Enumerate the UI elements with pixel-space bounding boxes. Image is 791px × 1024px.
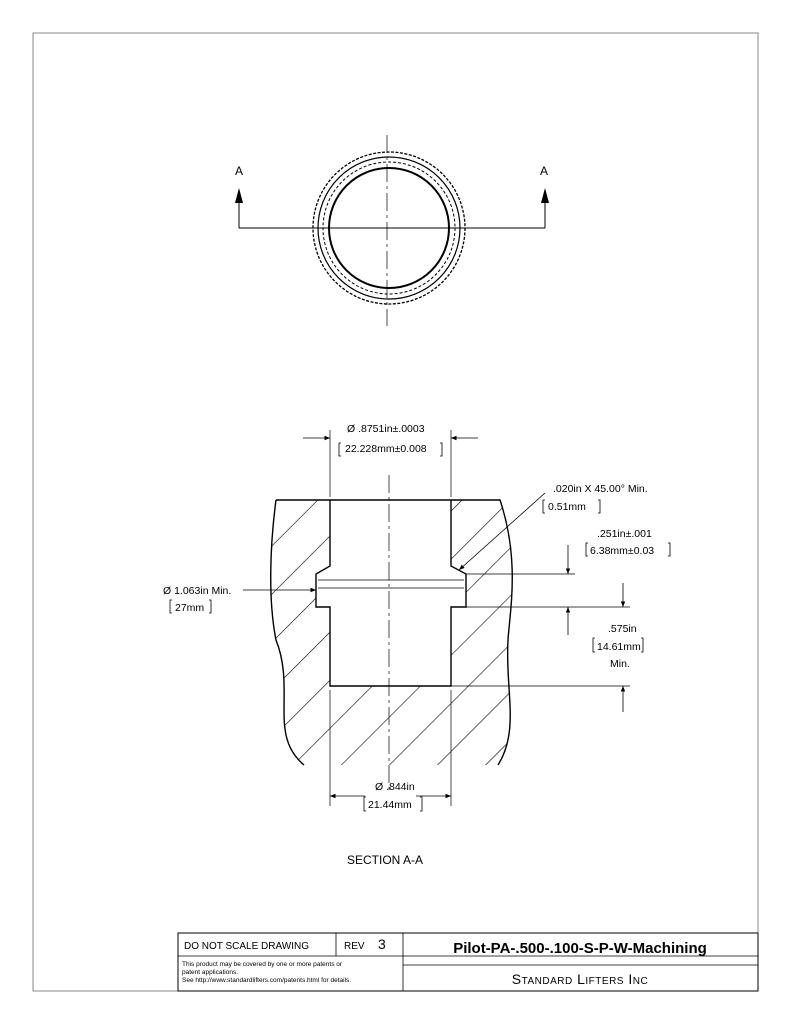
top-view	[235, 135, 549, 326]
section-view	[163, 423, 670, 867]
bottom-bore-dim-mm: 21.44mm	[368, 799, 412, 811]
patent-note-line1: This product may be covered by one or more patents or	[182, 961, 343, 968]
groove-dia-dim-in: Ø 1.063in Min.	[163, 585, 232, 597]
chamfer-dim-in: .020in X 45.00° Min.	[553, 483, 648, 495]
top-bore-dim-in: Ø .8751in±.0003	[347, 423, 425, 435]
section-arrow-left-head	[235, 188, 243, 203]
chamfer-dim-mm: 0.51mm	[548, 501, 586, 513]
groove-width-dim-mm: 6.38mm±0.03	[590, 545, 655, 557]
title-block	[178, 933, 758, 991]
groove-dia-dim-mm: 27mm	[175, 602, 205, 614]
section-arrow-right-head	[541, 188, 549, 203]
part-number: Pilot-PA-.500-.100-S-P-W-Machining	[453, 940, 707, 957]
top-bore-dim-mm: 22.228mm±0.008	[345, 443, 427, 455]
section-marker-left: A	[235, 164, 244, 178]
company-name: Standard Lifters Inc	[511, 971, 649, 987]
section-marker-right: A	[540, 164, 549, 178]
bore-cutout	[316, 500, 466, 686]
patent-note-line3: See http://www.standardlifters.com/patents.html for details.	[182, 977, 352, 984]
depth-dim-mm: 14.61mm	[597, 641, 641, 653]
rev-label: REV	[344, 941, 365, 952]
depth-dim-note: Min.	[610, 658, 630, 670]
rev-value: 3	[378, 936, 386, 952]
groove-width-dim-in: .251in±.001	[597, 528, 652, 540]
section-title: SECTION A-A	[347, 853, 424, 867]
do-not-scale-note: DO NOT SCALE DRAWING	[184, 941, 310, 952]
bottom-bore-dim-in: Ø .844in	[375, 781, 415, 793]
patent-note-line2: patent applications.	[182, 969, 239, 976]
depth-dim-in: .575in	[608, 623, 637, 635]
